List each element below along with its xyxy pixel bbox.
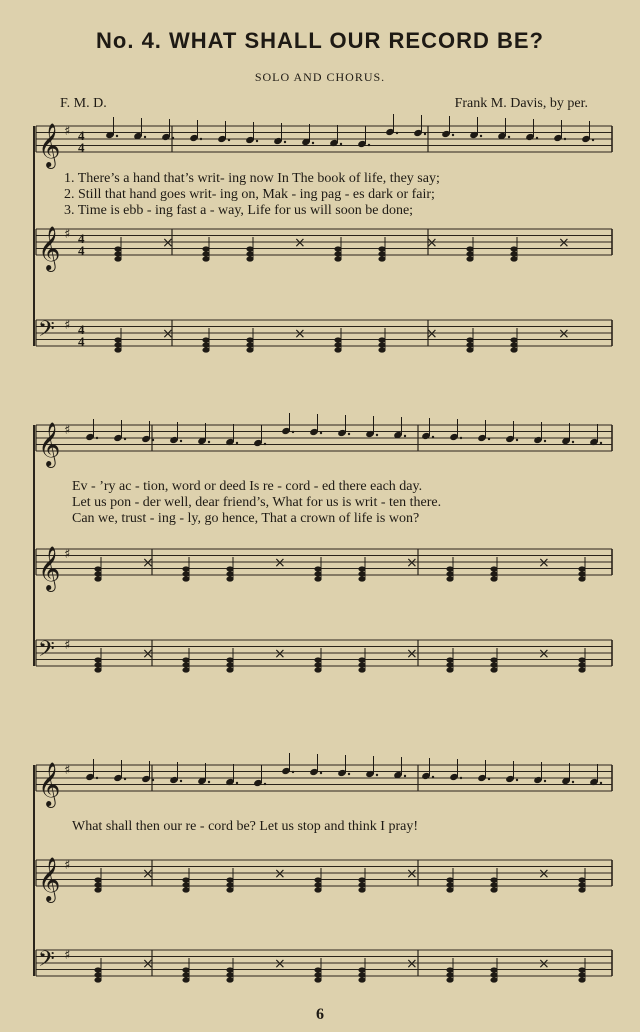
rest-mark: × [426, 326, 438, 342]
treble-clef: 𝄞 [38, 762, 61, 806]
dot [116, 135, 118, 137]
dot [376, 434, 378, 436]
dot [348, 773, 350, 775]
page-number: 6 [316, 1006, 324, 1023]
dot [320, 772, 322, 774]
rest-mark: × [274, 866, 286, 882]
rest-mark: × [406, 866, 418, 882]
rest-mark: × [406, 956, 418, 972]
dot [396, 132, 398, 134]
dot [200, 138, 202, 140]
dot [572, 441, 574, 443]
dot [480, 135, 482, 137]
sharp-sign: ♯ [64, 638, 71, 653]
dot [284, 141, 286, 143]
time-signature-bottom: 4 [78, 334, 85, 349]
dot [544, 440, 546, 442]
lyric-line-2-verse-1: Ev - ’ry ac - tion, word or deed Is re - cord - ed there each day. [72, 479, 423, 494]
sharp-sign: ♯ [64, 318, 71, 333]
time-signature-top: 4 [78, 231, 85, 246]
composer-credit: Frank M. Davis, by per. [454, 96, 588, 111]
bass-clef: 𝄢 [38, 637, 55, 667]
treble-clef: 𝄞 [38, 422, 61, 466]
rest-mark: × [558, 326, 570, 342]
dot [536, 137, 538, 139]
dot [208, 781, 210, 783]
treble-clef: 𝄞 [38, 123, 61, 167]
dot [488, 778, 490, 780]
dot [460, 777, 462, 779]
dot [180, 440, 182, 442]
dot [488, 438, 490, 440]
lyric-line-2-verse-3: Can we, trust - ing - ly, go hence, That a crown of life is won? [72, 511, 420, 526]
time-signature-top: 4 [78, 128, 85, 143]
dot [292, 771, 294, 773]
dot [452, 134, 454, 136]
dot [264, 783, 266, 785]
rest-mark: × [426, 235, 438, 251]
dot [208, 441, 210, 443]
dot [516, 439, 518, 441]
author-initials: F. M. D. [60, 96, 107, 111]
dot [124, 778, 126, 780]
dot [600, 442, 602, 444]
dot [432, 776, 434, 778]
dot [516, 779, 518, 781]
dot [592, 139, 594, 141]
dot [124, 438, 126, 440]
rest-mark: × [538, 866, 550, 882]
lyric-line-1-verse-2: 2. Still that hand goes writ- ing on, Mak - ing pag - es dark or fair; [64, 187, 435, 202]
dot [264, 443, 266, 445]
hymn-title: No. 4. WHAT SHALL OUR RECORD BE? [96, 28, 544, 53]
dot [368, 144, 370, 146]
dot [544, 780, 546, 782]
rest-mark: × [538, 555, 550, 571]
dot [508, 136, 510, 138]
rest-mark: × [142, 646, 154, 662]
time-signature-bottom: 4 [78, 243, 85, 258]
dot [228, 139, 230, 141]
sharp-sign: ♯ [64, 227, 71, 242]
treble-clef: 𝄞 [38, 857, 61, 901]
dot [144, 136, 146, 138]
dot [404, 435, 406, 437]
dot [152, 439, 154, 441]
rest-mark: × [538, 646, 550, 662]
dot [96, 777, 98, 779]
treble-clef: 𝄞 [38, 546, 61, 590]
dot [564, 138, 566, 140]
dot [236, 442, 238, 444]
sharp-sign: ♯ [64, 948, 71, 963]
sharp-sign: ♯ [64, 124, 71, 139]
sharp-sign: ♯ [64, 547, 71, 562]
sharp-sign: ♯ [64, 858, 71, 873]
lyric-line-3-chorus: What shall then our re - cord be? Let us stop and think I pray! [72, 819, 419, 834]
rest-mark: × [274, 956, 286, 972]
rest-mark: × [162, 326, 174, 342]
dot [600, 782, 602, 784]
bass-clef: 𝄢 [38, 947, 55, 977]
dot [236, 782, 238, 784]
lyric-line-1-verse-1: 1. There’s a hand that’s writ- ing now In The book of life, they say; [64, 171, 440, 186]
dot [172, 137, 174, 139]
dot [572, 781, 574, 783]
dot [424, 133, 426, 135]
dot [320, 432, 322, 434]
dot [376, 774, 378, 776]
rest-mark: × [406, 555, 418, 571]
dot [340, 143, 342, 145]
dot [152, 779, 154, 781]
dot [404, 775, 406, 777]
rest-mark: × [162, 235, 174, 251]
rest-mark: × [274, 646, 286, 662]
time-signature-bottom: 4 [78, 140, 85, 155]
rest-mark: × [142, 956, 154, 972]
dot [312, 142, 314, 144]
treble-clef: 𝄞 [38, 226, 61, 270]
rest-mark: × [274, 555, 286, 571]
time-signature-top: 4 [78, 322, 85, 337]
bass-clef: 𝄢 [38, 317, 55, 347]
music-marks [38, 114, 602, 983]
rest-mark: × [142, 866, 154, 882]
rest-mark: × [294, 326, 306, 342]
lyric-line-2-verse-2: Let us pon - der well, dear friend’s, What for us is writ - ten there. [72, 495, 442, 510]
dot [256, 140, 258, 142]
dot [180, 780, 182, 782]
sharp-sign: ♯ [64, 763, 71, 778]
dot [96, 437, 98, 439]
lyric-line-1-verse-3: 3. Time is ebb - ing fast a - way, Life for us will soon be done; [64, 203, 414, 218]
rest-mark: × [142, 555, 154, 571]
dot [348, 433, 350, 435]
dot [432, 436, 434, 438]
dot [460, 437, 462, 439]
rest-mark: × [406, 646, 418, 662]
rest-mark: × [538, 956, 550, 972]
hymn-subtitle: SOLO AND CHORUS. [254, 70, 386, 84]
rest-mark: × [294, 235, 306, 251]
rest-mark: × [558, 235, 570, 251]
dot [292, 431, 294, 433]
sharp-sign: ♯ [64, 423, 71, 438]
